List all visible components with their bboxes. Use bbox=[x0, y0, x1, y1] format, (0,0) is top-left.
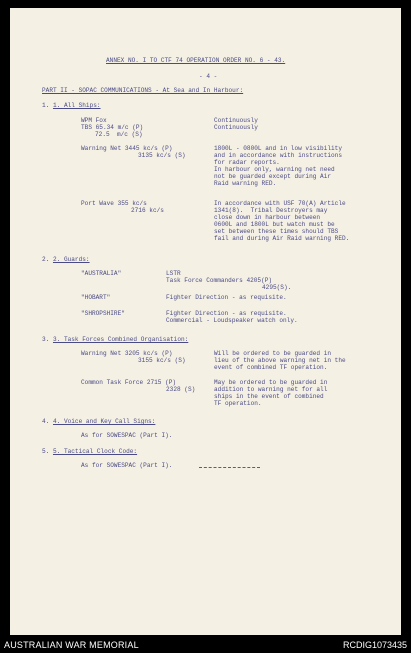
combined-warning-net-secondary: 3155 kc/s (S) bbox=[138, 357, 186, 364]
common-task-force-text: May be ordered to be guarded in addition to warning net for all ships in the event of combined TF operation. bbox=[214, 379, 328, 407]
wpm-label: WPM Fox bbox=[81, 117, 107, 124]
section-5-heading: 5. 5. Tactical Clock Code: bbox=[42, 448, 138, 455]
tbs-label: TBS 65.34 m/c (P) bbox=[81, 124, 144, 131]
common-task-force-label: Common Task Force 2715 (P) bbox=[81, 379, 177, 386]
port-wave-secondary: 2716 kc/s bbox=[131, 207, 164, 214]
section-5-body: As for SOWESPAC (Part I). bbox=[81, 462, 173, 469]
guard-hobart-text: Fighter Direction - as requisite. bbox=[166, 294, 287, 301]
combined-warning-net-label: Warning Net 3205 kc/s (P) bbox=[81, 350, 173, 357]
tbs-value: Continuously bbox=[214, 124, 258, 131]
guard-hobart: "HOBART" bbox=[81, 294, 111, 301]
footer-id: RCDIG1073435 bbox=[342, 640, 407, 650]
port-wave-text: In accordance with USF 70(A) Article 1341(8). Tribal Destroyers may close down in harbour between 0600L and 1800L but watch must be set between these times should TBS fail and during Air Raid warning RED. bbox=[214, 200, 350, 242]
port-wave-label: Port Wave 355 kc/s bbox=[81, 200, 147, 207]
guard-australia-text: LSTR Task Force Commanders 4205(P) 4295(S). bbox=[166, 270, 292, 291]
guard-shropshire-text: Fighter Direction - as requisite. Commercial - Loudspeaker watch only. bbox=[166, 310, 298, 324]
section-3-heading: 3. 3. Task Forces Combined Organisation: bbox=[42, 336, 189, 343]
section-4-body: As for SOWESPAC (Part I). bbox=[81, 432, 173, 439]
footer-source: AUSTRALIAN WAR MEMORIAL bbox=[4, 640, 139, 650]
guard-shropshire: "SHROPSHIRE" bbox=[81, 310, 125, 317]
annex-title: ANNEX NO. I TO CTF 74 OPERATION ORDER NO. 6 - 43. bbox=[106, 57, 286, 64]
guard-australia: "AUSTRALIA" bbox=[81, 270, 122, 277]
wpm-value: Continuously bbox=[214, 117, 258, 124]
tbs-secondary: 72.5 m/c (S) bbox=[95, 131, 143, 138]
combined-warning-net-text: Will be ordered to be guarded in lieu of the above warning net in the event of combined TF operation. bbox=[214, 350, 346, 371]
section-4-heading: 4. 4. Voice and Key Call Signs: bbox=[42, 418, 156, 425]
common-task-force-secondary: 2328 (S) bbox=[166, 386, 196, 393]
part-heading: PART II - SOPAC COMMUNICATIONS - At Sea and In Harbour: bbox=[42, 87, 244, 94]
section-1-heading: 1. 1. All Ships: bbox=[42, 102, 101, 109]
warning-net-label: Warning Net 3445 kc/s (P) bbox=[81, 145, 173, 152]
footer-bar bbox=[0, 636, 411, 653]
end-divider bbox=[199, 467, 260, 468]
section-2-heading: 2. 2. Guards: bbox=[42, 256, 90, 263]
page-number: - 4 - bbox=[199, 73, 218, 80]
warning-net-secondary: 3135 kc/s (S) bbox=[138, 152, 186, 159]
warning-net-text: 1800L - 0800L and in low visibility and in accordance with instructions for radar reports. In harbour only, warning net need not be guarded except during Air Raid warning RED. bbox=[214, 145, 342, 187]
